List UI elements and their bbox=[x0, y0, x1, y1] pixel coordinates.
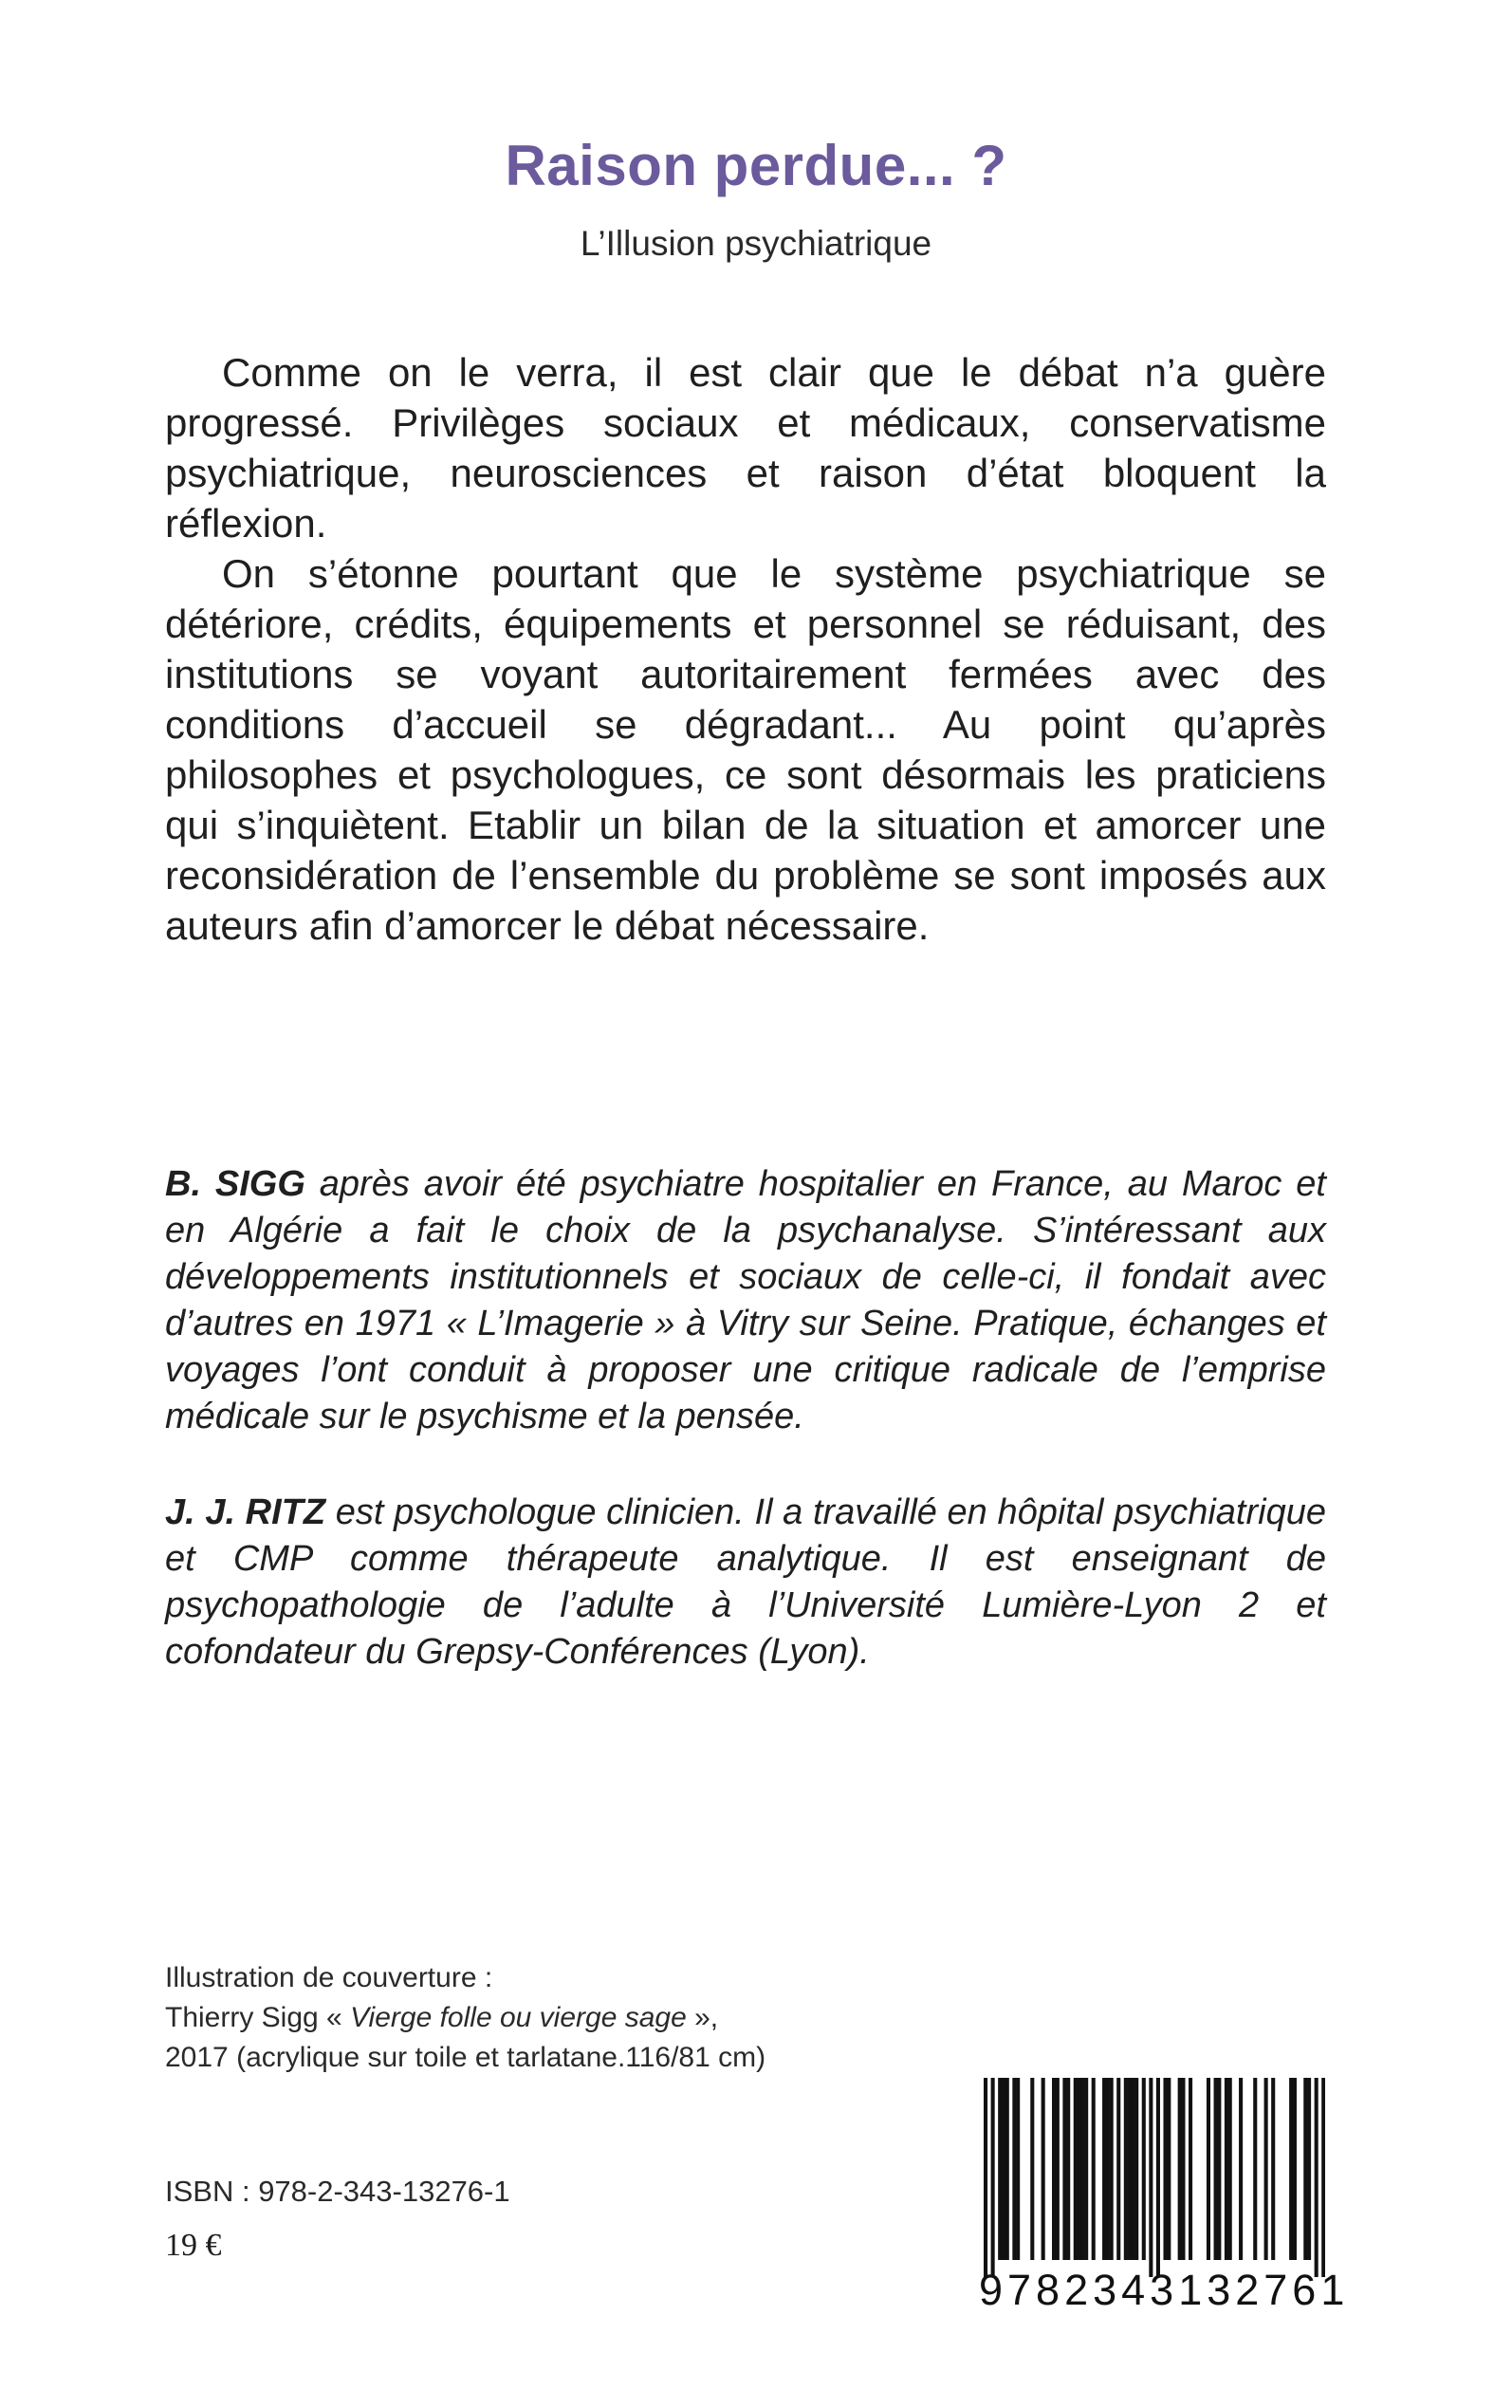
barcode-bar bbox=[1056, 2078, 1060, 2260]
barcode-bar bbox=[1084, 2078, 1088, 2260]
barcode-bar bbox=[1271, 2078, 1275, 2260]
barcode-bar bbox=[1307, 2078, 1311, 2260]
credits-artist: Thierry Sigg « bbox=[165, 2002, 351, 2033]
barcode-bar bbox=[1124, 2078, 1128, 2260]
barcode-bar bbox=[1012, 2078, 1016, 2260]
barcode bbox=[984, 2078, 1325, 2277]
barcode-bar bbox=[1128, 2078, 1132, 2260]
barcode-bar bbox=[1005, 2078, 1009, 2260]
barcode-bar bbox=[1239, 2078, 1243, 2260]
barcode-bar bbox=[1042, 2078, 1045, 2260]
barcode-bar bbox=[998, 2078, 1002, 2260]
barcode-bar bbox=[1062, 2078, 1066, 2260]
barcode-bar bbox=[1156, 2078, 1160, 2277]
author-bio-sigg bbox=[165, 1161, 1326, 1440]
barcode-bar bbox=[1116, 2078, 1120, 2260]
barcode-bar bbox=[1074, 2078, 1078, 2260]
barcode-bar bbox=[1066, 2078, 1070, 2260]
barcode-bar bbox=[1030, 2078, 1034, 2260]
barcode-bar bbox=[991, 2078, 995, 2277]
author-bio-ritz bbox=[165, 1490, 1326, 1676]
book-subtitle: L’Illusion psychiatrique bbox=[580, 224, 932, 263]
barcode-bar bbox=[1106, 2078, 1110, 2260]
credits-details: 2017 (acrylique sur toile et tarlatane.116/81 cm) bbox=[165, 2042, 766, 2073]
cover-illustration-credits bbox=[165, 1958, 886, 2078]
barcode-bar bbox=[1228, 2078, 1232, 2260]
barcode-bar bbox=[1002, 2078, 1005, 2260]
summary-paragraph: Comme on le verra, il est clair que le débat n’a guère progressé. Privilèges sociaux et médicaux, conservatisme psychiatrique, neurosciences et raison d’état bloquent la réflexion. bbox=[165, 350, 1326, 546]
barcode-bar bbox=[1293, 2078, 1297, 2260]
barcode-bar bbox=[1225, 2078, 1228, 2260]
barcode-bar bbox=[1149, 2078, 1152, 2277]
barcode-bar bbox=[984, 2078, 987, 2277]
author-name: J. J. RITZ bbox=[165, 1492, 326, 1532]
barcode-bar bbox=[1217, 2078, 1221, 2260]
barcode-digits: 9782343132761 bbox=[979, 2266, 1350, 2314]
barcode-bar bbox=[1102, 2078, 1106, 2260]
barcode-bar bbox=[1163, 2078, 1167, 2260]
summary-paragraph: On s’étonne pourtant que le système psychiatrique se détériore, crédits, équipements et personnel se réduisant, des institutions se voyant autoritairement fermées avec des conditions d’accueil se dégradant... Au point qu’après philosophes et psychologues, ce sont désormais les praticiens qui s’inquiètent. Etablir un bilan de la situation et amorcer une reconsidération de l’ensemble du problème se sont imposés aux auteurs afin d’amorcer le débat nécessaire. bbox=[165, 551, 1326, 948]
barcode-bar bbox=[1207, 2078, 1210, 2260]
author-bio-text: après avoir été psychiatre hospitalier en France, au Maroc et en Algérie a fait le choix de la psychanalyse. S’intéressant aux développements institutionnels et sociaux de celle-ci, il fondait avec d’autres en 1971 « L’Imagerie » à Vitry sur Seine. Pratique, échanges et voyages l’ont conduit à proposer une critique radicale de l’emprise médicale sur le psychisme et la pensée. bbox=[165, 1164, 1326, 1436]
book-title: Raison perdue... ? bbox=[505, 134, 1007, 197]
barcode-icon bbox=[984, 2078, 1325, 2277]
barcode-bar bbox=[1253, 2078, 1257, 2260]
barcode-bar bbox=[1178, 2078, 1182, 2260]
barcode-bar bbox=[1080, 2078, 1084, 2260]
credits-artist-suffix: », bbox=[686, 2002, 719, 2033]
back-cover-summary bbox=[165, 347, 1326, 951]
barcode-bar bbox=[1131, 2078, 1134, 2260]
barcode-bar bbox=[1078, 2078, 1081, 2260]
author-bio-text: est psychologue clinicien. Il a travaillé en hôpital psychiatrique et CMP comme thérapeute analytique. Il est enseignant de psychopathologie de l’adulte à l’Université Lumière-Lyon 2 et cofondateur du Grepsy-Conférences (Lyon). bbox=[165, 1492, 1326, 1672]
barcode-bar bbox=[1110, 2078, 1114, 2260]
barcode-bar bbox=[1289, 2078, 1293, 2260]
author-name: B. SIGG bbox=[165, 1164, 305, 1204]
barcode-bar bbox=[1303, 2078, 1307, 2260]
barcode-bar bbox=[1092, 2078, 1096, 2260]
barcode-bar bbox=[1214, 2078, 1218, 2260]
barcode-bar bbox=[1142, 2078, 1146, 2260]
barcode-bar bbox=[1189, 2078, 1192, 2260]
price: 19 € bbox=[165, 2228, 222, 2263]
barcode-bar bbox=[1321, 2078, 1325, 2277]
barcode-bar bbox=[1134, 2078, 1138, 2260]
credits-artwork-title: Vierge folle ou vierge sage bbox=[350, 2002, 687, 2033]
barcode-bar bbox=[1016, 2078, 1020, 2260]
barcode-bar bbox=[1315, 2078, 1318, 2277]
isbn: ISBN : 978-2-343-13276-1 bbox=[165, 2175, 510, 2208]
credits-heading: Illustration de couverture : bbox=[165, 1962, 493, 1993]
barcode-bar bbox=[1181, 2078, 1185, 2260]
barcode-bar bbox=[1264, 2078, 1268, 2260]
credits-artist-line bbox=[165, 1998, 886, 2038]
barcode-bar bbox=[1167, 2078, 1171, 2260]
barcode-bar bbox=[1052, 2078, 1056, 2260]
